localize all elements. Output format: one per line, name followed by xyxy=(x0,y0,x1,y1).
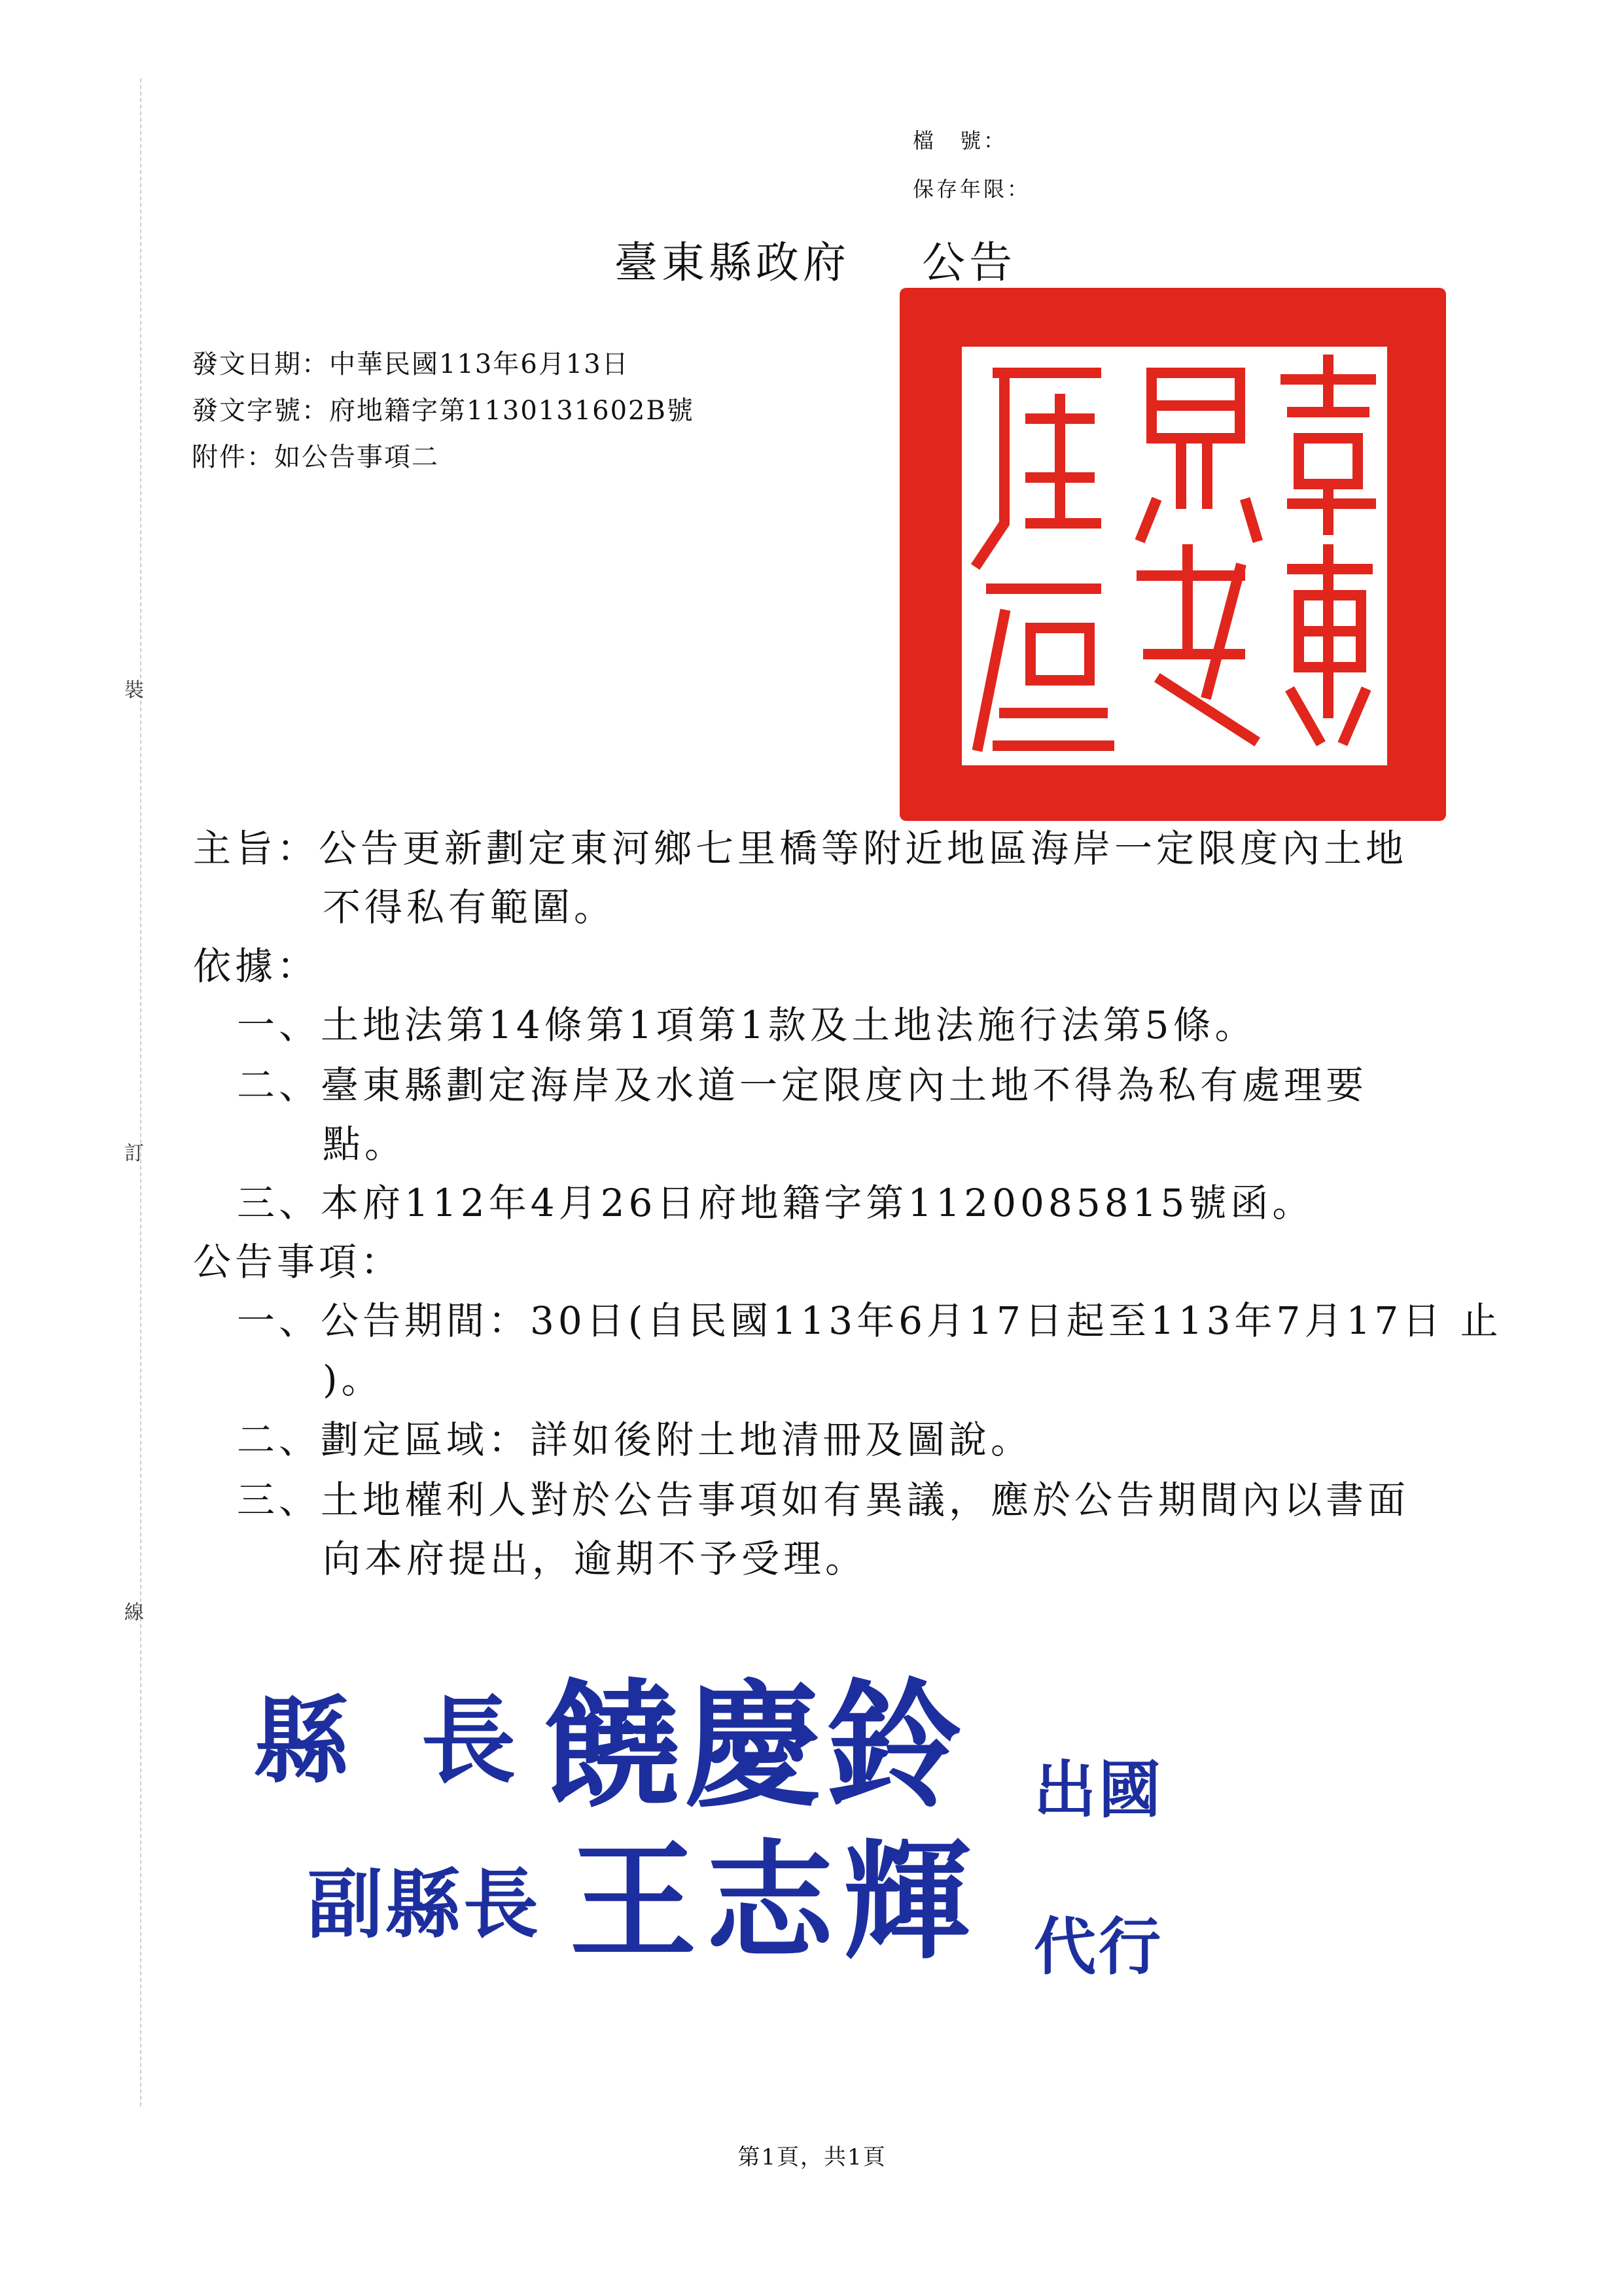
binding-mark-staple: 訂 xyxy=(124,1142,144,1165)
basis-item-1: 一、土地法第14條第1項第1款及土地法施行法第5條。 xyxy=(237,1003,1257,1047)
notice-item-1-line-2: )。 xyxy=(323,1357,383,1402)
subject-line-2: 不得私有範圍。 xyxy=(323,885,616,930)
official-seal xyxy=(900,288,1446,821)
acting-note: 代行 xyxy=(1034,1911,1164,1983)
basis-item-2-line-1: 二、臺東縣劃定海岸及水道一定限度內土地不得為私有處理要 xyxy=(237,1063,1368,1107)
archive-file-number xyxy=(913,124,1086,154)
binding-mark-line: 線 xyxy=(124,1601,144,1624)
basis-item-3: 三、本府112年4月26日府地籍字第1120085815號函。 xyxy=(237,1181,1315,1225)
archive-retention xyxy=(913,173,1109,203)
basis-heading: 依據： xyxy=(193,944,319,988)
notice-item-2: 二、劃定區域：詳如後附土地清冊及圖說。 xyxy=(237,1418,1033,1462)
document-type: 公告 xyxy=(922,237,1016,288)
issue-date: 發文日期：中華民國113年6月13日 xyxy=(192,349,629,379)
retention-label: 保存年限： xyxy=(913,177,1031,201)
agency-name: 臺東縣政府 xyxy=(614,237,850,288)
subject-line-1: 主旨：公告更新劃定東河鄉七里橋等附近地區海岸一定限度內土地 xyxy=(193,826,1408,871)
magistrate-title: 縣 長 xyxy=(254,1686,536,1797)
notice-item-3-line-2: 向本府提出，逾期不予受理。 xyxy=(323,1537,868,1581)
abroad-note: 出國 xyxy=(1034,1754,1164,1826)
notice-item-1-line-1: 一、公告期間：30日(自民國113年6月17日起至113年7月17日 止 xyxy=(237,1298,1502,1343)
binding-mark-bind: 裝 xyxy=(124,679,144,702)
deputy-name: 王志輝 xyxy=(569,1828,980,1976)
magistrate-name: 饒慶鈴 xyxy=(543,1666,968,1826)
reference-number: 發文字號：府地籍字第1130131602B號 xyxy=(192,396,694,426)
attachment-note: 附件：如公告事項二 xyxy=(192,442,439,472)
basis-item-2-line-2: 點。 xyxy=(323,1122,407,1166)
binding-line xyxy=(140,78,141,2106)
notice-heading: 公告事項： xyxy=(193,1240,403,1284)
file-number-label: 檔 號： xyxy=(913,128,1008,153)
seal-glyphs xyxy=(900,288,1446,821)
notice-item-3-line-1: 三、土地權利人對於公告事項如有異議，應於公告期間內以書面 xyxy=(237,1478,1410,1522)
deputy-title: 副縣長 xyxy=(308,1861,542,1949)
document-title xyxy=(0,228,1624,290)
page-info: 第1頁，共1頁 xyxy=(737,2144,887,2170)
